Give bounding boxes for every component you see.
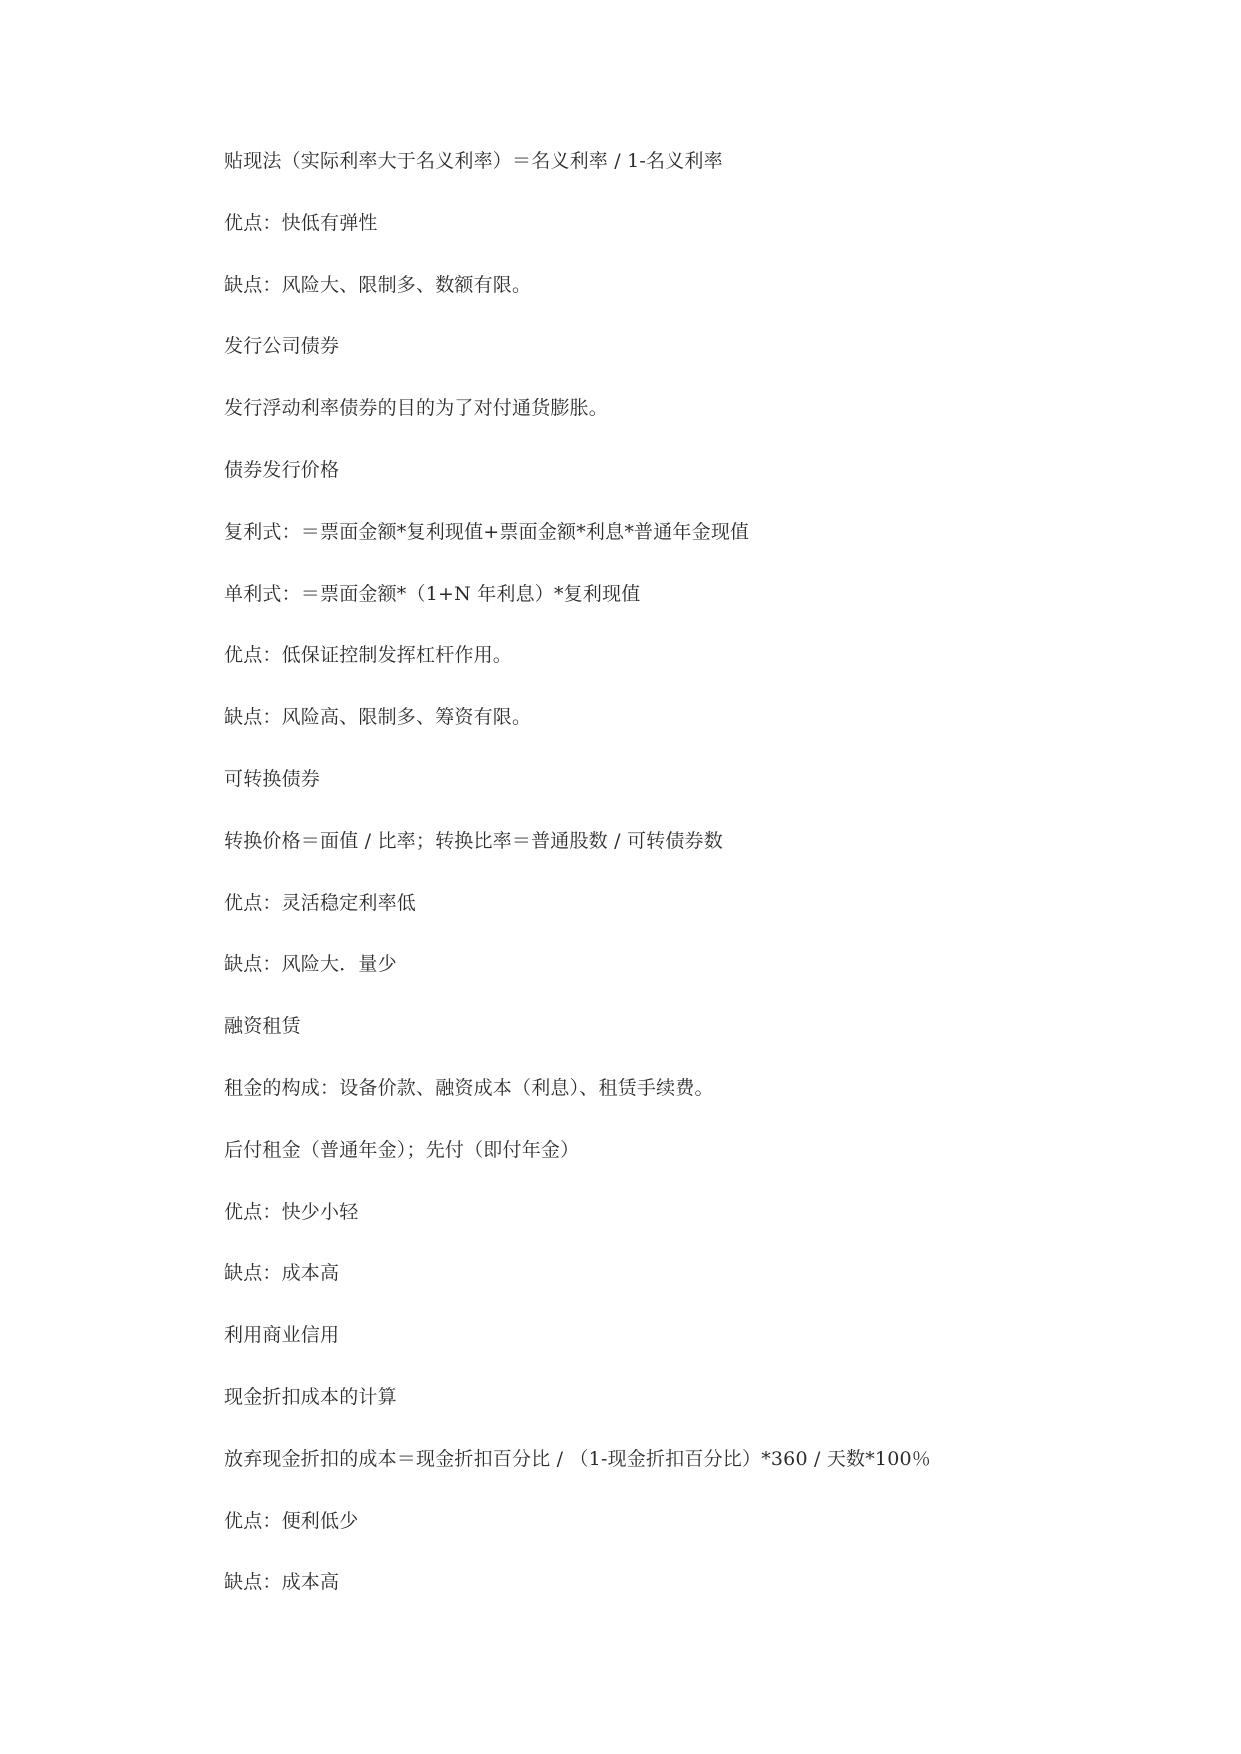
text-line: 发行浮动利率债券的目的为了对付通货膨胀。 xyxy=(224,397,609,420)
text-line: 优点：低保证控制发挥杠杆作用。 xyxy=(224,644,513,667)
section-heading: 融资租赁 xyxy=(224,1015,301,1038)
text-line: 缺点：风险大、限制多、数额有限。 xyxy=(224,273,532,296)
text-line: 缺点：成本高 xyxy=(224,1571,340,1594)
text-line: 复利式：＝票面金额*复利现值+票面金额*利息*普通年金现值 xyxy=(224,520,750,543)
text-line: 转换价格＝面值 / 比率；转换比率＝普通股数 / 可转债券数 xyxy=(224,829,723,852)
text-line: 优点：灵活稳定利率低 xyxy=(224,891,417,914)
document-body xyxy=(224,148,1184,1631)
text-line: 优点：快少小轻 xyxy=(224,1200,359,1223)
text-line: 后付租金（普通年金）；先付（即付年金） xyxy=(224,1138,580,1161)
text-line: 放弃现金折扣的成本＝现金折扣百分比 / （1-现金折扣百分比）*360 / 天数*100％ xyxy=(224,1447,932,1470)
text-line: 贴现法（实际利率大于名义利率）＝名义利率 / 1-名义利率 xyxy=(224,150,723,172)
text-line: 缺点：风险大．量少 xyxy=(224,953,397,976)
text-line: 优点：快低有弹性 xyxy=(224,211,378,234)
section-heading: 债券发行价格 xyxy=(224,458,340,481)
text-line: 缺点：成本高 xyxy=(224,1262,340,1285)
text-line: 缺点：风险高、限制多、筹资有限。 xyxy=(224,706,532,729)
section-heading: 可转换债券 xyxy=(224,767,321,790)
section-heading: 现金折扣成本的计算 xyxy=(224,1385,397,1408)
section-heading: 发行公司债券 xyxy=(224,335,340,358)
text-line: 租金的构成：设备价款、融资成本（利息）、租赁手续费。 xyxy=(224,1076,714,1099)
section-heading: 利用商业信用 xyxy=(224,1324,340,1347)
text-line: 优点：便利低少 xyxy=(224,1509,359,1532)
text-line: 单利式：＝票面金额*（1+N 年利息）*复利现值 xyxy=(224,582,641,605)
